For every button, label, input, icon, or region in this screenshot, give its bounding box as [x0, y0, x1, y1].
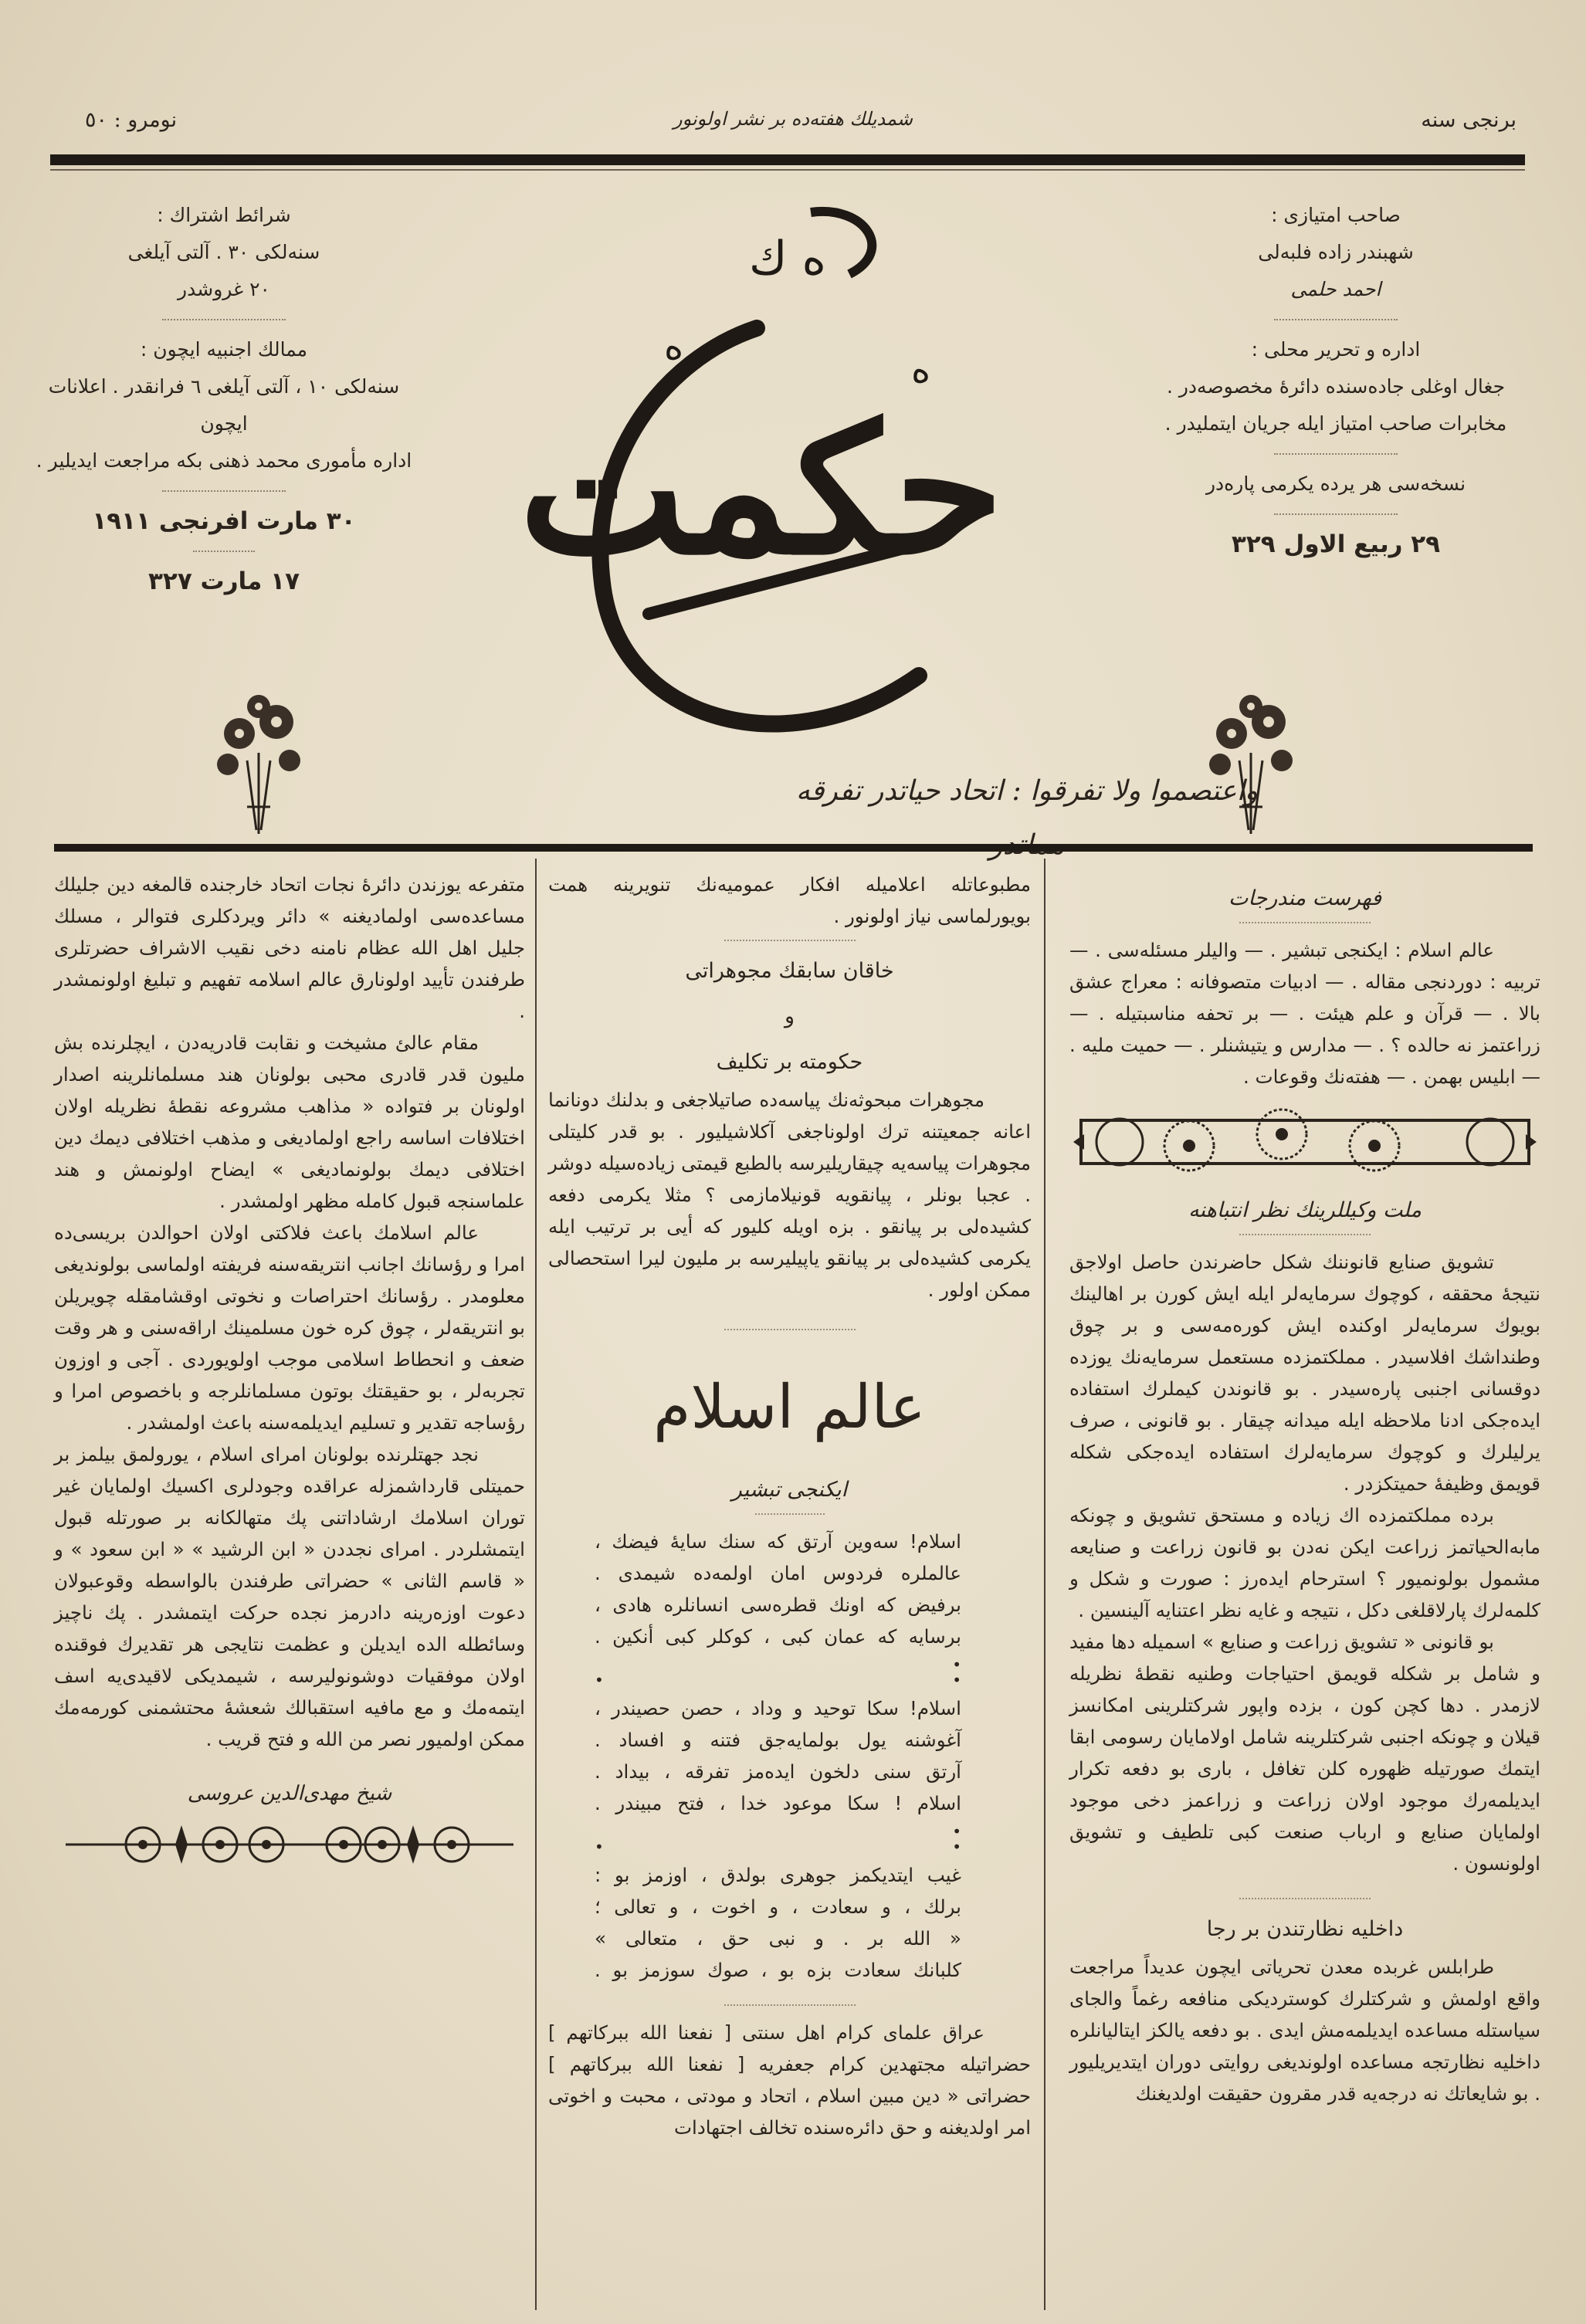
- jewels-title: خاقان سابقك مجوهراتی: [685, 959, 894, 983]
- iraq-paragraph: عراق علمای كرام اهل سنتی [ نفعنا الله ببركاتهم ] حضراتیله مجتهدین كرام جعفریه [ نفعنا الله ببركاتهم ] حضراتی « دین مبین اسلام ، اتحاد و مودتی ، محبت و اخوتی امر اولدیغنه و حق دائره‌سنده تخالف اجتهادات: [548, 2021, 1031, 2139]
- masthead-rule: [54, 844, 1533, 852]
- poem-line: اسلام! سكا توحید و وداد ، حصن حصیندر ،: [595, 1697, 961, 1719]
- office-line1: جغال اوغلی جاده‌سنده دائرهٔ مخصوصه‌در .: [1166, 375, 1506, 398]
- article1-paragraph: تشویق صنایع قانوننك شكل حاضرندن حاصل اولاجق نتیجهٔ محققه ، كوچوك سرمایه‌لر ایله ایش كورن بر اهالینك بویوك سرمایه‌لر اوكنده ایش كوره‌مه‌سی و بر چوق وطنداشك افلاسیدر . مملكتمزده مستعمل سرمایه‌نك یوزده دوقسانی اجنبی پاره‌سیدر . بو قانوندن كیملرك استفاده ایده‌جكی ادنا ملاحظه ایله میدانه چیقار . بو قانونی ، صرف یرلیلرك و كوچوك سرمایه‌لرك استفاده ایده‌جكی شكله قویمق وظیفهٔ حمیتكزدر .: [1069, 1251, 1540, 1495]
- publication-frequency: شمدیلك هفته‌ده بر نشر اولونور: [673, 108, 913, 130]
- poem-line: برسایه كه عمان كبی ، كوكلر كبی أنكین .: [595, 1625, 961, 1648]
- toc-title: فهرست مندرجات: [1228, 886, 1382, 910]
- jewels-subtitle: حكومته بر تكلیف: [716, 1050, 863, 1074]
- divider: [724, 940, 856, 941]
- subscription-line1: سنه‌لكی ٣٠ . آلتی آیلغی: [127, 241, 320, 263]
- rumi-date: ١٧ مارت ٣٢٧: [147, 567, 300, 595]
- stanza-separator: • • •: [595, 1655, 961, 1689]
- left-info-block: [31, 197, 417, 600]
- divider: [1239, 922, 1371, 923]
- header-rule-thin: [50, 169, 1525, 171]
- ornamental-band-icon: [1073, 1103, 1537, 1181]
- toc-text: عالم اسلام : ایكنجی تبشیر . — والیلر مسئله‌سی . — تربیه : دوردنجی مقاله . — ادبیات متصوفانه : معراج عشق بالا . — قرآن و علم هیئت . — بر تحفه مناسبتیله . — زراعتمز نه حالده ؟ . — مدارس و یتیشنلر . — حمیت ملیه . — ابلیس بهمن . — هفته‌نك وقوعات .: [1069, 939, 1540, 1088]
- svg-text:ه: ه: [911, 348, 931, 391]
- poem: [548, 1526, 1031, 1986]
- stanza-separator: • • •: [595, 1822, 961, 1856]
- office-label: اداره و تحریر محلی :: [1251, 338, 1421, 361]
- left-paragraph: نجد جهتلرنده بولونان امرای اسلام ، یورولمق بیلمز بر حمیتلی قارداشمزله عراقده وجودلری اكسیك اولمایان غیر توران اسلامك ارشاداتنی پك متهالكانه بر صورتله قبول ایتمشلردر . امرای نجددن « ابن الرشید » « ابن سعود » و « قاسم الثانی » حضراتی طرفندن بالواسطه وقوعبولان دعوت اوزه‌رینه دادرمز نجده حركت ایتمشدر . پك ناچیز وسائطله الده ایدیلن و عظمت نتایجی هر تقدیرك فوقنده اولان موفقیات دوشونولیرسه ، شیمدیكی لاقیدی‌یه اسف ایتمه‌مك و مع مافیه استقبالك شعشهٔ محتشمنی كورمه‌مك ممكن اولمیور نصر من الله و فتح قریب .: [54, 1443, 525, 1750]
- intro-paragraph: مطبوعاتله اعلامیله افكار عمومیه‌نك تنویرینه همت بویورلماسی نیاز اولونور .: [548, 873, 1031, 927]
- logo-text: حكمت: [518, 386, 1004, 595]
- masthead-logo: [518, 181, 1004, 768]
- poem-line: برلك ، و سعادت ، و اخوت ، و تعالی ؛: [595, 1895, 961, 1918]
- issue-number: نومرو : ٥٠: [85, 108, 178, 132]
- right-column: [1069, 869, 1540, 2109]
- subscription-line2: ٢٠ غروشدر: [178, 278, 270, 300]
- gregorian-date: ٣٠ مارت افرنجی ١٩١١: [92, 507, 356, 535]
- column-divider: [535, 859, 537, 2310]
- divider: [162, 490, 286, 492]
- divider: [1274, 513, 1398, 515]
- left-column: [54, 869, 525, 1872]
- jewels-paragraph: مجوهرات مبحوثه‌نك پیاسه‌ده صاتیلاجغی و بدلنك دونانما اعانه جمعیتنه ترك اولوناجغی آكلاشیلیور . بو قدر كلیتلی مجوهرات پیاسه‌یه چیقاریلیرسه بالطبع قیمتی زیاده‌سیله دوشر . عجبا بونلر ، پیانقویه قونیلامازمی ؟ مثلا یكرمی دفعه كشیده‌لی بر پیانقو . بزه اویله كلیور كه أیی بر ترتیب ایله یكرمی كشیده‌لی بر پیانقو یاپیلیرسه بر ملیون لیرا استحصالی ممكن اولور .: [548, 1089, 1031, 1301]
- divider: [724, 1329, 856, 1330]
- middle-column: [548, 869, 1031, 2143]
- divider: [724, 2004, 856, 2006]
- poem-line: غیب ایتدیكمز جوهری بولدق ، اوزمز بو :: [595, 1864, 961, 1886]
- divider: [162, 319, 286, 320]
- foreign-label: ممالك اجنبیه ایچون :: [140, 338, 308, 361]
- divider: [1239, 1234, 1371, 1235]
- left-paragraph: مقام عالئ مشیخت و نقابت قادریه‌دن ، ایچلرنده بش ملیون قدر قادری محبی بولونان هند مسلمانلرینه اصدار اولونان بر فتواده « مذاهب مشروعه نقطهٔ نظریله اولان اختلافات اساسه راجع اولمادیغی و مذهب اختلافی دیمك دین اختلافی دیمك بولونمادیغی » ایضاح اولونمش و هند علماسنجه قبول كامله مظهر اولمشدر .: [54, 1032, 525, 1212]
- price: نسخه‌سی هر یرده یكرمی پاره‌در: [1205, 473, 1466, 495]
- foreign-line2: اداره مأموری محمد ذهنی بكه مراجعت ایدیلیر .: [36, 449, 412, 472]
- svg-text:ه: ه: [664, 325, 684, 368]
- hijri-date: ٢٩ ربیع الاول ٣٢٩: [1231, 530, 1441, 558]
- column-divider: [1044, 859, 1045, 2310]
- islam-subtitle: ایكنجی تبشیر: [731, 1478, 848, 1502]
- poem-line: كلبانك سعادت بزه بو ، صوك سوزمز بو .: [595, 1959, 961, 1981]
- poem-line: آغوشنه یول بولمایه‌جق فتنه و افساد .: [595, 1729, 961, 1751]
- owner-line1: شهبندر زاده فلبه‌لی: [1258, 241, 1414, 263]
- poem-line: برفیض كه اونك قطره‌سی انسانلره هادی ،: [595, 1594, 961, 1616]
- islam-title: عالم اسلام: [653, 1373, 926, 1442]
- poem-line: اسلام ! سكا موعود خدا ، فتح مبیندر .: [595, 1792, 961, 1814]
- owner-name: احمد حلمی: [1290, 278, 1381, 300]
- article2-paragraph: طرابلس غربده معدن تحریاتی ایچون عدیداً مراجعت واقع اولمش و شركتلرك كوستردیكی منافعه رغماً والجای سیاستله مساعده ایدیلمه‌مش ایدی . بو دفعه یالكز ایتالیانلره داخلیه نظارتجه مساعده اولوندیغی روایتی دوران ایتدیریلیور . بو شایعاتك نه درجه‌یه قدر مقرون حقیقت اولدیغنك: [1069, 1956, 1540, 2105]
- poem-line: عالملره فردوس امان اولمه‌ده شیمدی .: [595, 1562, 961, 1584]
- subscription-label: شرائط اشتراك :: [157, 204, 291, 226]
- divider: [1274, 319, 1398, 320]
- divider: [1239, 1898, 1371, 1899]
- office-line2: مخابرات صاحب امتیاز ایله جریان ایتملیدر .: [1164, 412, 1507, 435]
- article1-paragraph: برده مملكتمزده اك زیاده و مستحق تشویق و چونكه مابه‌الحیاتمز زراعت ایكن نه‌دن بو قانون زراعت و صنایعه مشمول بولونمیور ؟ استرحام ایده‌رز : صورت و شكل و كلمه‌لرك پارلاقلغی دكل ، نتیجه و غایه نظر اعتنایه آلینسین .: [1069, 1504, 1540, 1621]
- divider: [1274, 453, 1398, 455]
- poem-line: آرتق سنی دلخون ایده‌مز تفرقه ، بیداد .: [595, 1760, 961, 1783]
- masthead-slogan: واعتصموا ولا تفرقوا : اتحاد حیاتدر تفرقه: [795, 775, 1259, 807]
- left-paragraph: متفرعه یوزندن دائرهٔ نجات اتحاد خارجنده قالمغه دین جلیلك مساعده‌سی اولمادیغنه » دائر ویردكلری فتوالر ، مسلك جلیل اهل الله عظام نامنه دخی نقیب الاشراف حضرتلری طرفندن تأیید اولونارق عالم اسلامه تفهیم و تبلیغ اولونمشدر .: [54, 873, 525, 1022]
- owner-label: صاحب امتیازی :: [1271, 204, 1401, 226]
- left-paragraph: عالم اسلامك باعث فلاكتی اولان احوالدن بریسی‌ده امرا و رؤسانك اجانب انتریقه‌سنه فریفته اولماسی بولوندیغی معلومدر . رؤسانك احتراصات و نخوتی اوقشامقله چویریلن بو انتریقه‌لر ، چوق كره خون مسلمینك اراقه‌سنی و هر وقت ضعف و انحطاط اسلامی موجب اولویوردی . آجی و اوزون تجربه‌لر ، بو حقیقتك بوتون مسلمانلرجه و باخصوص امرا و رؤساجه تقدیر و تسلیم ایدیلمه‌سنه باعث اولمشدر .: [54, 1221, 525, 1434]
- svg-text:ه ك: ه ك: [749, 232, 826, 286]
- divider: [755, 1513, 825, 1515]
- divider: [193, 551, 255, 552]
- right-info-block: [1127, 197, 1544, 563]
- flower-bouquet-icon: [208, 691, 309, 838]
- article1-title: ملت وكیللرینك نظر انتباهنه: [1188, 1198, 1422, 1222]
- floral-border-icon: [58, 1818, 521, 1872]
- signature: شیخ مهدی‌الدین عروسی: [187, 1782, 392, 1805]
- foreign-line1: سنه‌لكی ١٠ ، آلتی آیلغی ٦ فرانقدر . اعلانات ایچون: [48, 375, 400, 435]
- poem-line: اسلام! سه‌وین آرتق كه سنك سایهٔ فیضك ،: [595, 1530, 961, 1553]
- article2-title: داخلیه نظارتندن بر رجا: [1206, 1917, 1404, 1941]
- article1-paragraph: بو قانونی « تشویق زراعت و صنایع » اسمیله دها مفید و شامل بر شكله قویمق احتیاجات وطنیه نقطهٔ نظریله لازمدر . دها كچن كون ، بزده واپور شركتلرینی امكانسز قیلان و چونكه اجنبی شركتلرینه شامل اولامایان رسومی ابقا ایتمك صورتیله ظهوره كلن تغافل ، باری بو دفعه تكرار ایدیلمه‌رك موجود اولان زراعت و زراعمز دخی موجود اولمایان صنایع و ارباب صنعت كبی تلطیف و تشویق اولونسون .: [1069, 1631, 1540, 1875]
- header-rule: [50, 154, 1525, 165]
- volume-year: برنجی سنه: [1421, 108, 1517, 132]
- jewels-title-conjunction: و: [784, 1004, 795, 1028]
- poem-line: « الله بر . و نبی حق ، متعالی »: [595, 1927, 961, 1950]
